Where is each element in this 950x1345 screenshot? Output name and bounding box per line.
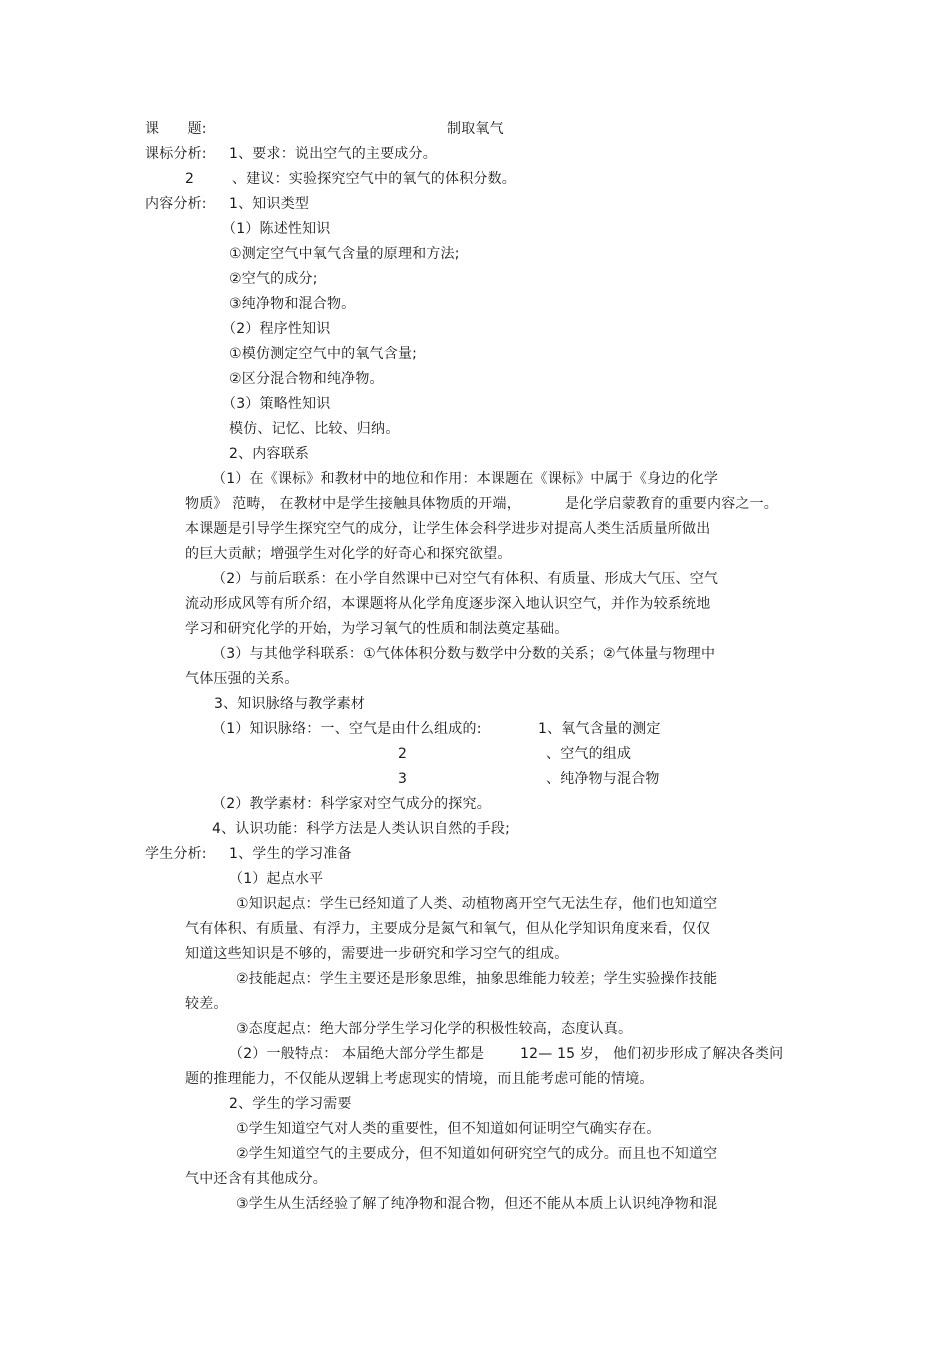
paragraph-line: 流动形成风等有所介绍，本课题将从化学角度逐步深入地认识空气，并作为较系统地 bbox=[185, 596, 711, 612]
content-label: 内容分析: bbox=[145, 196, 207, 212]
content-heading-2: 2、内容联系 bbox=[229, 446, 310, 462]
content-heading-3: 3、知识脉络与教学素材 bbox=[214, 696, 366, 712]
paragraph-line: 较差。 bbox=[185, 996, 228, 1012]
content-sub-3: （3）策略性知识 bbox=[222, 396, 331, 412]
paragraph-line: （2）与前后联系：在小学自然课中已对空气有体积、有质量、形成大气压、空气 bbox=[212, 571, 719, 587]
paragraph-line: 知道这些知识是不够的，需要进一步研究和学习空气的组成。 bbox=[185, 946, 569, 962]
topic-title: 制取氧气 bbox=[447, 121, 504, 137]
curriculum-requirement: 1、要求：说出空气的主要成分。 bbox=[229, 146, 437, 162]
content-item: ①模仿测定空气中的氧气含量; bbox=[229, 346, 418, 362]
content-item: ③纯净物和混合物。 bbox=[229, 296, 356, 312]
outline-line: （2）教学素材：科学家对空气成分的探究。 bbox=[212, 796, 491, 812]
paragraph-line: 本课题是引导学生探究空气的成分，让学生体会科学进步对提高人类生活质量所做出 bbox=[185, 521, 711, 537]
paragraph-line: ①知识起点：学生已经知道了人类、动植物离开空气无法生存，他们也知道空 bbox=[236, 896, 718, 912]
student-sub-1: （1）起点水平 bbox=[229, 871, 324, 887]
content-heading-1: 1、知识类型 bbox=[229, 196, 310, 212]
paragraph-line: 学习和研究化学的开始，为学习氧气的性质和制法奠定基础。 bbox=[185, 621, 569, 637]
content-item: 模仿、记忆、比较、归纳。 bbox=[229, 421, 400, 437]
paragraph-line: ②技能起点：学生主要还是形象思维，抽象思维能力较差；学生实验操作技能 bbox=[236, 971, 718, 987]
student-heading-2: 2、学生的学习需要 bbox=[229, 1096, 352, 1112]
outline-number: 2 bbox=[398, 746, 408, 762]
paragraph-line: ③态度起点：绝大部分学生学习化学的积极性较高，态度认真。 bbox=[236, 1021, 633, 1037]
content-heading-4: 4、认识功能：科学方法是人类认识自然的手段; bbox=[212, 821, 511, 837]
paragraph-line: ①学生知道空气对人类的重要性，但不知道如何证明空气确实存在。 bbox=[236, 1121, 661, 1137]
content-sub-2: （2）程序性知识 bbox=[222, 321, 331, 337]
curriculum-suggestion-number: 2 bbox=[185, 171, 195, 187]
content-item: ②空气的成分; bbox=[229, 271, 318, 287]
outline-item: 、纯净物与混合物 bbox=[546, 771, 660, 787]
content-item: ②区分混合物和纯净物。 bbox=[229, 371, 384, 387]
paragraph-line: ③学生从生活经验了解了纯净物和混合物，但还不能从本质上认识纯净物和混 bbox=[236, 1196, 718, 1212]
paragraph-line: 气体压强的关系。 bbox=[185, 671, 299, 687]
outline-line: （1）知识脉络：一、空气是由什么组成的: bbox=[212, 721, 482, 737]
content-sub-1: （1）陈述性知识 bbox=[222, 221, 331, 237]
outline-item: 、空气的组成 bbox=[546, 746, 632, 762]
paragraph-line: 气有体积、有质量、有浮力，主要成分是氮气和氧气，但从化学知识角度来看，仅仅 bbox=[185, 921, 711, 937]
outline-item: 1、氧气含量的测定 bbox=[538, 721, 661, 737]
student-heading-1: 1、学生的学习准备 bbox=[229, 846, 352, 862]
paragraph-line: （3）与其他学科联系：①气体体积分数与数学中分数的关系；②气体量与物理中 bbox=[212, 646, 716, 662]
curriculum-label: 课标分析: bbox=[145, 146, 207, 162]
paragraph-line: ②学生知道空气的主要成分，但不知道如何研究空气的成分。而且也不知道空 bbox=[236, 1146, 718, 1162]
paragraph-line: （2）一般特点： 本届绝大部分学生都是 bbox=[229, 1046, 485, 1062]
content-item: ①测定空气中氧气含量的原理和方法; bbox=[229, 246, 460, 262]
paragraph-line: 题的推理能力，不仅能从逻辑上考虑现实的情境，而且能考虑可能的情境。 bbox=[185, 1071, 654, 1087]
paragraph-line: 气中还含有其他成分。 bbox=[185, 1171, 327, 1187]
topic-label: 课 题: bbox=[145, 121, 207, 137]
curriculum-suggestion: 、建议：实验探究空气中的氧气的体积分数。 bbox=[232, 171, 516, 187]
paragraph-line: 的巨大贡献；增强学生对化学的好奇心和探究欲望。 bbox=[185, 546, 512, 562]
paragraph-line: （1）在《课标》和教材中的地位和作用：本课题在《课标》中属于《身边的化学 bbox=[212, 471, 719, 487]
paragraph-line: 物质》 范畴， 在教材中是学生接触具体物质的开端， bbox=[185, 496, 521, 512]
paragraph-line: 是化学启蒙教育的重要内容之一。 bbox=[565, 496, 778, 512]
paragraph-line: 12— 15 岁， 他们初步形成了解决各类问 bbox=[520, 1046, 784, 1062]
outline-number: 3 bbox=[398, 771, 408, 787]
student-label: 学生分析: bbox=[145, 846, 207, 862]
